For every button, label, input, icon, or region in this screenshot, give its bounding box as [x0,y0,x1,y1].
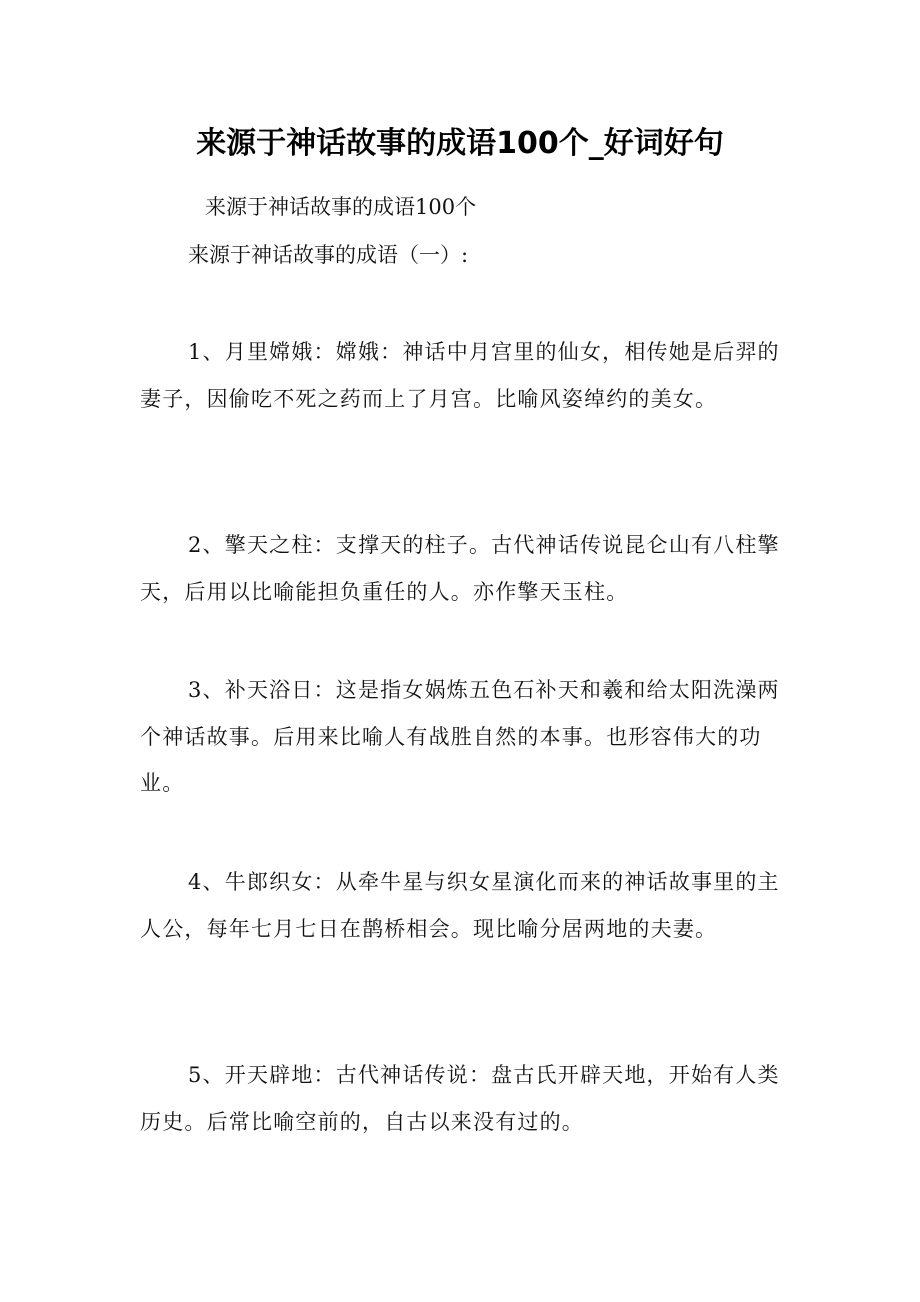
idiom-entry: 4、牛郎织女：从牵牛星与织女星演化而来的神话故事里的主人公，每年七月七日在鹊桥相会。现比喻分居两地的夫妻。 [140,870,780,941]
idiom-entry: 1、月里嫦娥：嫦娥：神话中月宫里的仙女，相传她是后羿的妻子，因偷吃不死之药而上了月宫。比喻风姿绰约的美女。 [140,340,780,411]
section-heading: 来源于神话故事的成语（一）: [188,243,469,267]
idiom-entry: 2、擎天之柱：支撑天的柱子。古代神话传说昆仑山有八柱擎天，后用以比喻能担负重任的人。亦作擎天玉柱。 [140,533,780,604]
document-subtitle: 来源于神话故事的成语100个 [205,195,477,219]
idiom-entry: 5、开天辟地：古代神话传说：盘古氏开辟天地，开始有人类历史。后常比喻空前的，自古以来没有过的。 [140,1063,780,1134]
document-title: 来源于神话故事的成语100个_好词好句 [196,126,724,161]
idiom-entry: 3、补天浴日：这是指女娲炼五色石补天和羲和给太阳洗澡两个神话故事。后用来比喻人有战胜自然的本事。也形容伟大的功业。 [140,678,780,795]
